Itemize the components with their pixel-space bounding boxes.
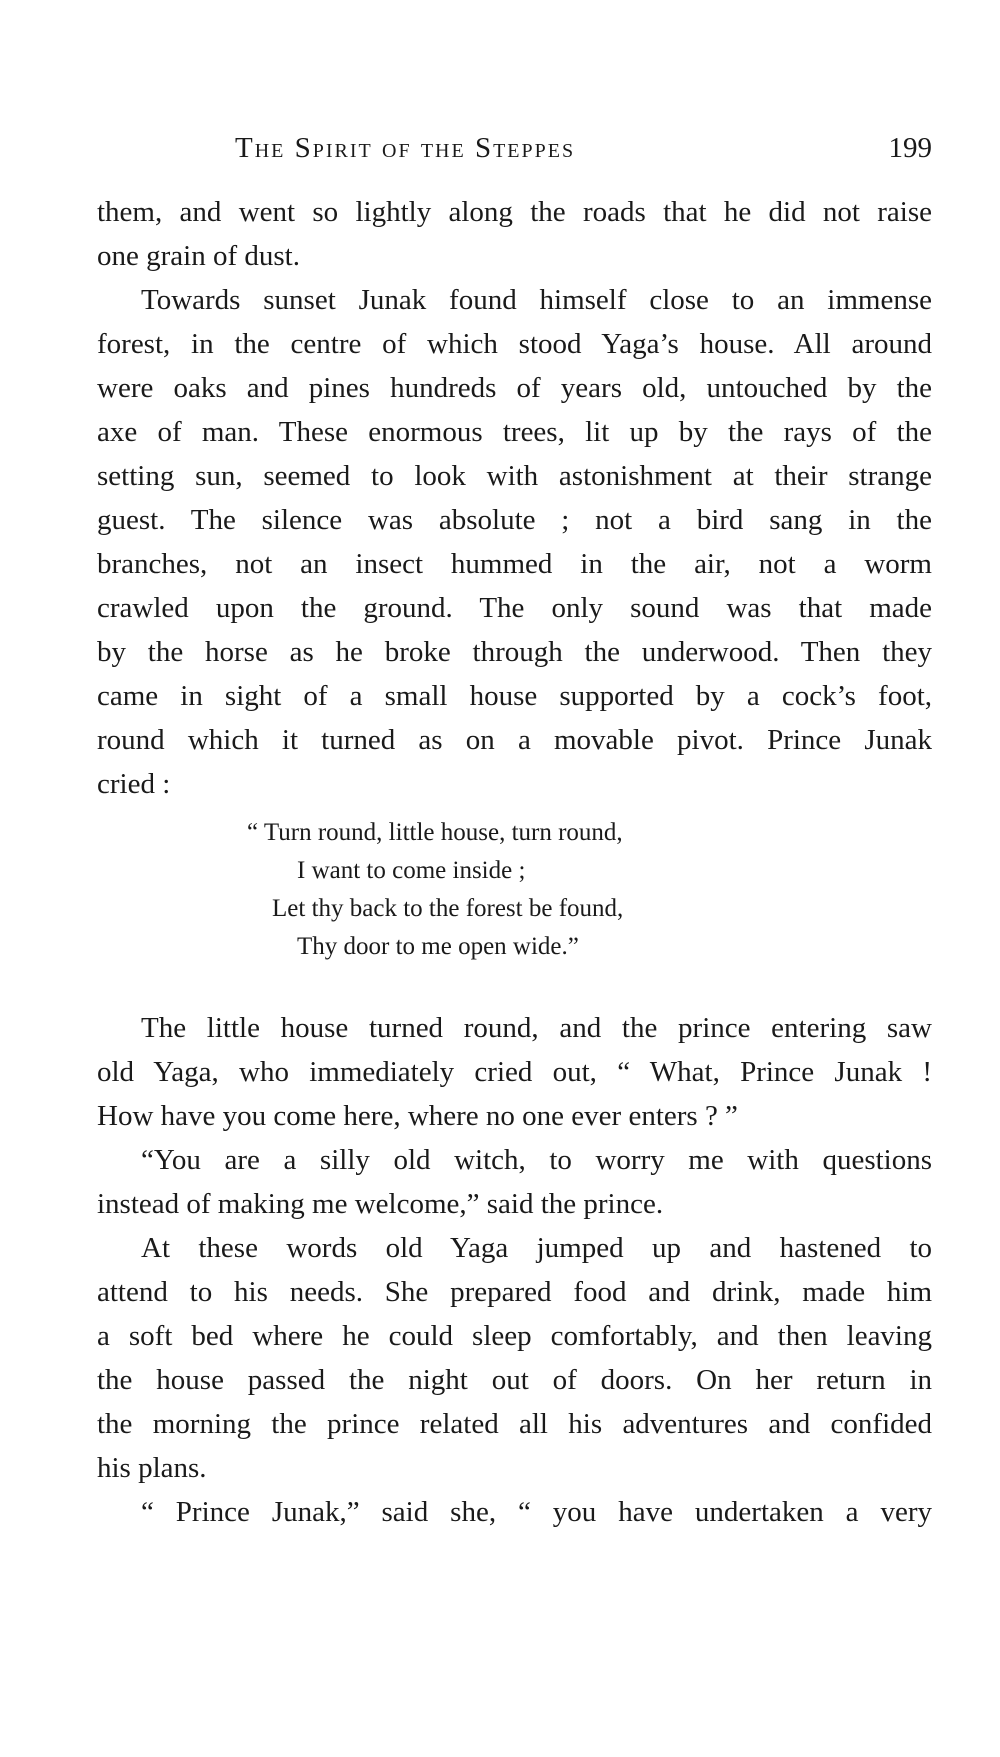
text-line: round which it turned as on a movable pivot. Prince Junak bbox=[97, 724, 932, 756]
text-line: old Yaga, who immediately cried out, “ What, Prince Junak ! bbox=[97, 1056, 932, 1088]
text-line: axe of man. These enormous trees, lit up by the rays of the bbox=[97, 416, 932, 448]
text-line: guest. The silence was absolute ; not a bird sang in the bbox=[97, 504, 932, 536]
paragraph bbox=[97, 1226, 932, 1490]
paragraph bbox=[97, 1490, 932, 1534]
text-line: instead of making me welcome,” said the prince. bbox=[97, 1188, 664, 1220]
verse-line: “ Turn round, little house, turn round, bbox=[247, 819, 623, 846]
text-line: attend to his needs. She prepared food and drink, made him bbox=[97, 1276, 932, 1308]
text-line: setting sun, seemed to look with astonishment at their strange bbox=[97, 460, 932, 492]
text-line: forest, in the centre of which stood Yaga’s house. All around bbox=[97, 328, 932, 360]
text-line: the morning the prince related all his adventures and confided bbox=[97, 1408, 932, 1440]
text-line: How have you come here, where no one ever enters ? ” bbox=[97, 1100, 738, 1132]
verse-block bbox=[97, 814, 932, 966]
text-line: the house passed the night out of doors. On her return in bbox=[97, 1364, 932, 1396]
text-line: “ Prince Junak,” said she, “ you have undertaken a very bbox=[141, 1496, 932, 1528]
text-line: At these words old Yaga jumped up and hastened to bbox=[141, 1232, 932, 1264]
paragraph bbox=[97, 1006, 932, 1138]
text-line: a soft bed where he could sleep comfortably, and then leaving bbox=[97, 1320, 932, 1352]
verse-line: Let thy back to the forest be found, bbox=[272, 895, 624, 922]
verse-line: Thy door to me open wide.” bbox=[297, 933, 579, 960]
text-line: crawled upon the ground. The only sound was that made bbox=[97, 592, 932, 624]
text-line: were oaks and pines hundreds of years old, untouched by the bbox=[97, 372, 932, 404]
running-title: The Spirit of the Steppes bbox=[235, 132, 576, 164]
verse-line: I want to come inside ; bbox=[297, 857, 526, 884]
text-line: “You are a silly old witch, to worry me with questions bbox=[141, 1144, 932, 1176]
text-line: Towards sunset Junak found himself close to an immense bbox=[141, 284, 932, 316]
text-line: The little house turned round, and the prince entering saw bbox=[141, 1012, 932, 1044]
text-line: branches, not an insect hummed in the air, not a worm bbox=[97, 548, 932, 580]
text-line: one grain of dust. bbox=[97, 240, 300, 272]
text-line: them, and went so lightly along the roads that he did not raise bbox=[97, 196, 932, 228]
text-line: by the horse as he broke through the underwood. Then they bbox=[97, 636, 932, 668]
page-number: 199 bbox=[888, 132, 932, 164]
paragraph bbox=[97, 190, 932, 278]
body-text bbox=[97, 190, 932, 1534]
page-header bbox=[97, 132, 932, 172]
text-line: his plans. bbox=[97, 1452, 207, 1484]
paragraph bbox=[97, 1138, 932, 1226]
paragraph bbox=[97, 278, 932, 806]
text-line: came in sight of a small house supported by a cock’s foot, bbox=[97, 680, 932, 712]
text-line: cried : bbox=[97, 768, 171, 800]
